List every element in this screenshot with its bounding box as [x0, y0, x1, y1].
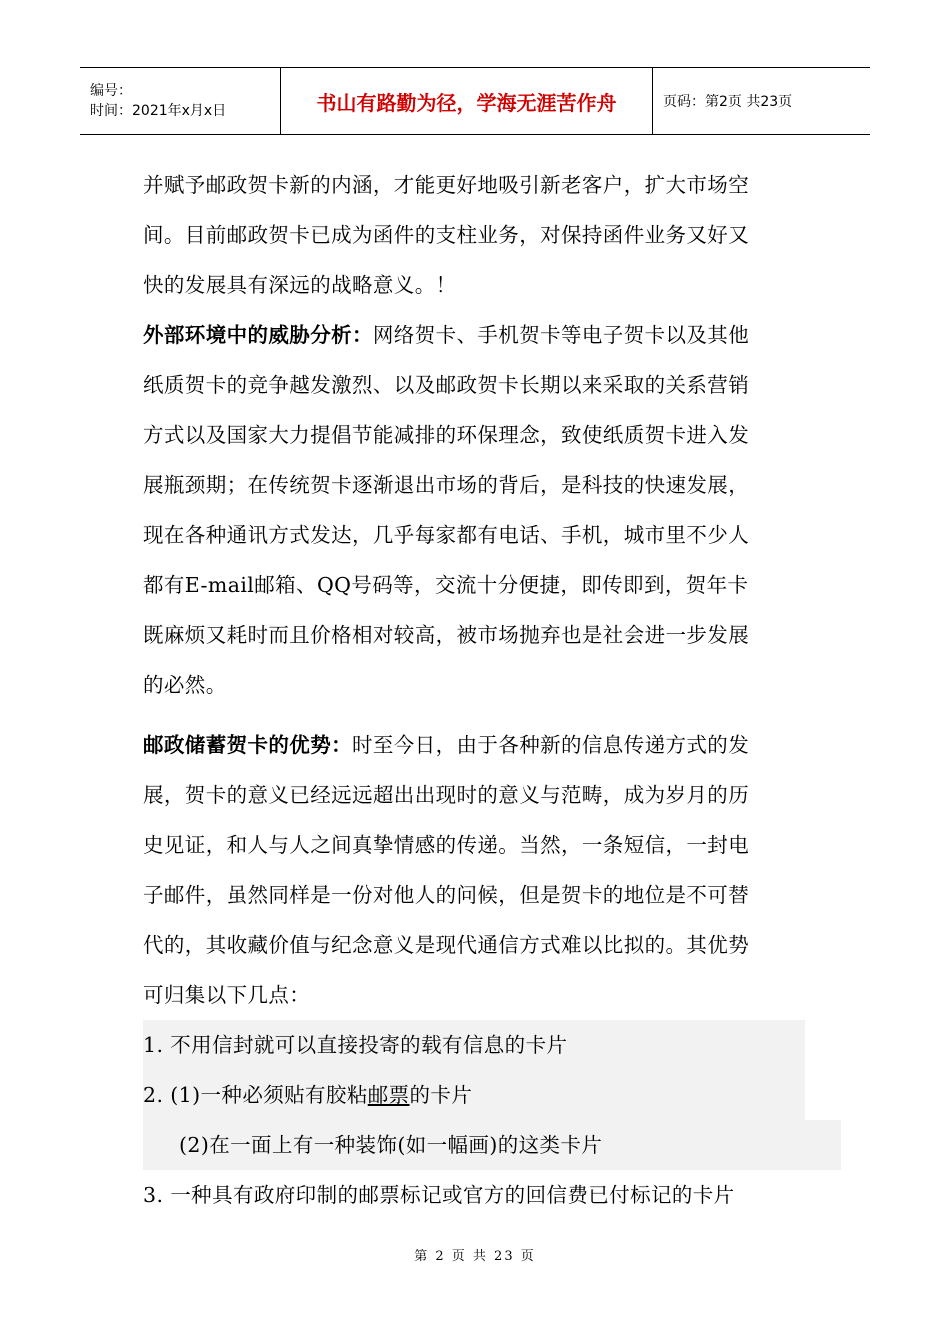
paragraph-gap: [143, 710, 811, 720]
list-item-text: 的卡片: [409, 1083, 473, 1107]
number-label: 编号：: [90, 83, 132, 99]
paragraph-line: 子邮件，虽然同样是一份对他人的问候，但是贺卡的地位是不可替: [143, 883, 750, 907]
list-item-3: 3. 一种具有政府印制的邮票标记或官方的回信费已付标记的卡片: [143, 1183, 735, 1207]
underlined-term: 邮票: [367, 1083, 410, 1107]
paragraph-text: 时至今日，由于各种新的信息传递方式的发: [352, 733, 750, 757]
header-page-info: 页码：第2页 共23页: [663, 94, 793, 110]
section-heading-threats: 外部环境中的威胁分析：: [143, 323, 373, 347]
paragraph-line: 间。目前邮政贺卡已成为函件的支柱业务，对保持函件业务又好又: [143, 223, 750, 247]
document-body: [143, 160, 811, 1220]
list-item-1: 1. 不用信封就可以直接投寄的载有信息的卡片: [143, 1020, 805, 1070]
paragraph-line: 可归集以下几点：: [143, 983, 311, 1007]
paragraph-line: 展，贺卡的意义已经远远超出出现时的意义与范畴，成为岁月的历: [143, 783, 750, 807]
paragraph-line: [143, 720, 811, 770]
page-header: [80, 67, 870, 135]
paragraph-line: 并赋予邮政贺卡新的内涵，才能更好地吸引新老客户，扩大市场空: [143, 173, 750, 197]
paragraph-text: 网络贺卡、手机贺卡等电子贺卡以及其他: [372, 323, 750, 347]
paragraph-line: 代的，其收藏价值与纪念意义是现代通信方式难以比拟的。其优势: [143, 933, 750, 957]
list-item-text: 2. (1)一种必须贴有胶粘: [143, 1083, 368, 1107]
paragraph-line: [143, 310, 811, 360]
paragraph-line: 方式以及国家大力提倡节能减排的环保理念，致使纸质贺卡进入发: [143, 423, 750, 447]
header-meta: [80, 68, 280, 134]
page-footer: 第 2 页 共 23 页: [414, 1249, 536, 1264]
paragraph-line: 都有E-mail邮箱、QQ号码等，交流十分便捷，即传即到，贺年卡: [143, 573, 749, 597]
paragraph-line: 展瓶颈期；在传统贺卡逐渐退出市场的背后，是科技的快速发展，: [143, 473, 750, 497]
paragraph-line: 现在各种通讯方式发达，几乎每家都有电话、手机，城市里不少人: [143, 523, 750, 547]
header-motto: 书山有路勤为径，学海无涯苦作舟: [280, 68, 653, 134]
time-label: 时间：2021年x月x日: [90, 103, 227, 119]
paragraph-line: 既麻烦又耗时而且价格相对较高，被市场抛弃也是社会进一步发展: [143, 623, 750, 647]
paragraph-line: 快的发展具有深远的战略意义。！: [143, 273, 457, 297]
paragraph-line: 史见证，和人与人之间真挚情感的传递。当然，一条短信，一封电: [143, 833, 750, 857]
list-item-2: [143, 1070, 805, 1120]
section-heading-advantages: 邮政储蓄贺卡的优势：: [143, 733, 352, 757]
paragraph-line: 纸质贺卡的竞争越发激烈、以及邮政贺卡长期以来采取的关系营销: [143, 373, 750, 397]
paragraph-line: 的必然。: [143, 673, 227, 697]
list-item-2-sub: (2)在一面上有一种装饰(如一幅画)的这类卡片: [143, 1120, 841, 1170]
